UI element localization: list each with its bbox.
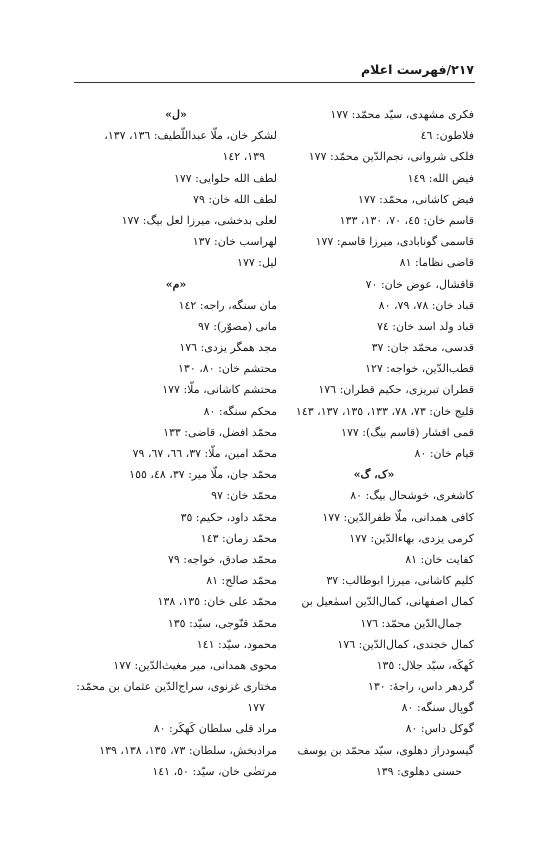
index-entry: محتشم کاشانی، ملّا: ۱۷۷: [162, 383, 277, 397]
index-entry: کَهکَه، سیّد جلال: ۱۳٥: [376, 658, 474, 672]
index-entry: فکری مشهدی، سیّد محمّد: ۱۷۷: [330, 108, 474, 121]
header-rule: [74, 82, 475, 83]
index-entry: قباد خان: ۷۸، ۷۹، ۸۰: [378, 298, 474, 312]
index-entry: قطران تبریزی، حکیم قطران: ۱۷٦: [318, 383, 474, 397]
index-entry-continuation: جمال‌الدّین محمّد: ۱۷٦: [360, 616, 462, 630]
index-entry: قاسمی گونابادی، میرزا قاسم: ۱۷۷: [315, 235, 474, 249]
index-entry: محمّد جان، ملّا میر: ۳۷، ٤۸، ۱٥٥: [129, 468, 277, 482]
index-entry: لیل: ۱۷۷: [237, 256, 277, 270]
index-entry: لعلی بدخشی، میرزا لعل بیگ: ۱۷۷: [121, 213, 277, 227]
index-entry: قدسی، محمّد جان: ۳۷: [371, 341, 474, 355]
index-entry: محوی همدانی، میر مغیث‌الدّین: ۱۷۷: [113, 658, 277, 672]
index-entry: مان سنگه، راجه: ۱٤۲: [178, 298, 277, 312]
section-heading: «ک، گ»: [353, 468, 395, 482]
index-entry: فلکی شروانی، نجم‌الدّین محمّد: ۱۷۷: [308, 150, 474, 164]
index-entry: کرمی یزدی، بهاءالدّین: ۱۷۷: [349, 531, 474, 545]
section-heading: «ل»: [165, 108, 187, 121]
index-entry: مرتضٰی خان، سیّد: ٥۰، ۱٤۱: [152, 764, 277, 778]
index-entry: محمّد زمان: ۱٤۳: [200, 531, 277, 545]
index-entry: محتشم خان: ۸۰، ۱۳۰: [178, 362, 277, 376]
index-entry: لطف الله حلوایی: ۱۷۷: [173, 171, 277, 185]
index-entry: محمّد قنّوجی، سیّد: ۱۳٥: [167, 616, 277, 630]
index-entry: قیام خان: ۸۰: [414, 447, 474, 460]
index-entry: کفایت خان: ۸۱: [405, 552, 474, 566]
index-entry: مجد همگر یزدی: ۱۷٦: [179, 341, 277, 355]
index-entry: گوپال سنگه: ۸۰: [401, 701, 474, 715]
index-entry: کلیم کاشانی، میرزا ابوطالب: ۳۷: [326, 574, 474, 588]
index-column-right: [274, 104, 474, 782]
index-entry: محمّد افضل، قاضی: ۱۳۳: [163, 425, 277, 439]
index-entry: کافی همدانی، ملّا ظفرالدّین: ۱۷۷: [322, 510, 474, 524]
index-entry: قلیج خان: ۷۳، ۷۸، ۱۳۳، ۱۳٥، ۱۳۷، ۱٤۳: [295, 404, 474, 418]
index-entry: مختاری غزنوی، سراج‌الدّین عثمان بن محمّد:: [76, 680, 277, 694]
index-entry: محمّد علی خان: ۱۳٥، ۱۳۸: [157, 595, 277, 609]
index-entry: فلاطون: ٤٦: [420, 129, 474, 143]
index-entry-continuation: ۱۷۷: [247, 701, 265, 715]
index-entry: قمی افشار (قاسم بیگ): ۱۷۷: [341, 425, 474, 439]
index-entry: فیض الله: ۱٤۹: [407, 171, 474, 185]
index-entry: قطب‌الدّین، خواجه: ۱۲۷: [365, 362, 474, 376]
index-entry: گردهر داس، راجهٔ: ۱۳۰: [367, 680, 474, 694]
index-entry: فیض کاشانی، محمّد: ۱۷۷: [357, 192, 474, 206]
section-heading: «م»: [165, 277, 187, 291]
index-entry-continuation: حسنی دهلوی: ۱۳۹: [375, 764, 462, 778]
index-entry: قاسم خان: ٤٥، ۷۰، ۱۳۰، ۱۳۳: [339, 213, 474, 227]
index-entry: محمود، سیّد: ۱٤۱: [196, 637, 277, 651]
index-entry: مانی (مصوّر): ۹۷: [197, 319, 277, 333]
index-entry: قاقشال، عوض خان: ۷۰: [365, 277, 474, 291]
index-entry: قباد ولد اسد خان: ۷٤: [376, 319, 474, 333]
index-entry: محمّد صالح: ۸۱: [206, 574, 277, 588]
index-entry: کمال اصفهانی، کمال‌الدّین اسمٰعیل بن: [301, 595, 474, 609]
index-entry: قاضی نظاما: ۸۱: [399, 256, 474, 270]
index-entry: محمّد خان: ۹۷: [211, 489, 277, 503]
index-entry: گیسودراز دهلوی، سیّد محمّد بن یوسف: [297, 743, 474, 757]
index-entry: محمّد امین، ملّا: ۳۷، ٦٦، ٦۷، ۷۹: [132, 447, 277, 460]
index-entry: کاشغری، خوشحال بیگ: ۸۰: [350, 489, 474, 503]
index-entry: کمال خجندی، کمال‌الدّین: ۱۷٦: [337, 637, 474, 651]
index-entry: لطف الله خان: ۷۹: [193, 192, 277, 206]
index-entry: مرادبخش، سلطان: ۷۳، ۱۳٥، ۱۳۸، ۱۳۹: [99, 743, 277, 757]
index-column-left: [75, 104, 277, 782]
index-entry: گوکل داس: ۸۰: [405, 722, 474, 736]
index-entry: محکم سنگه: ۸۰: [203, 404, 277, 418]
index-entry-continuation: ۱۳۹، ۱٤۲: [222, 150, 265, 164]
index-entry: محمّد صادق، خواجه: ۷۹: [167, 552, 277, 566]
index-entry: محمّد داود، حکیم: ۳٥: [180, 510, 277, 524]
running-header: ۲۱۷/فهرست اعلام: [360, 62, 474, 77]
index-entry: مراد قلی سلطان کَهکَر: ۸۰: [153, 722, 277, 736]
index-entry: لشکر خان، ملّا عبداللّطیف: ۱۳٦، ۱۳۷،: [104, 129, 277, 143]
index-entry: لهراسب خان: ۱۳۷: [192, 235, 277, 249]
